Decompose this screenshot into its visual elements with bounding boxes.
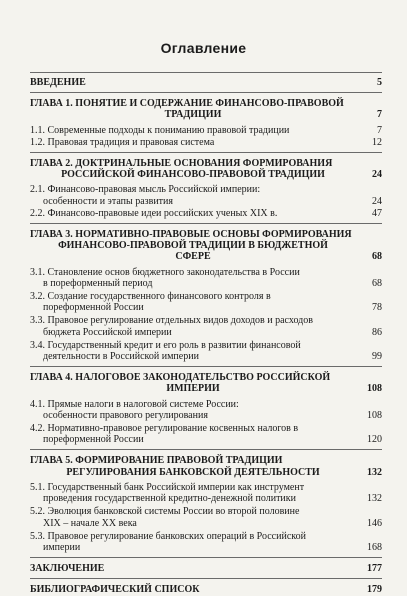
toc-entry-line-2: пореформенной России [43, 302, 144, 314]
toc-page-number: 7 [377, 124, 382, 136]
toc-chapter-entry [30, 372, 382, 394]
toc-entry-title [30, 184, 382, 206]
toc-entry-line-1: 2.2. Финансово-правовые идеи российских ученых XIX в. [30, 207, 278, 219]
toc-page-number: 24 [372, 169, 382, 181]
toc-section-entry [30, 184, 382, 206]
toc-entry-title [30, 455, 382, 477]
toc-entry-line-2: деятельности в Российской империи [43, 351, 199, 363]
toc-entry-line-2: империи [43, 541, 81, 553]
toc-section-entry [30, 482, 382, 504]
toc-page-number: 24 [372, 195, 382, 207]
toc-entry-title [30, 531, 382, 553]
toc-section-entry [30, 291, 382, 313]
toc-entry-line-1: 1.1. Современные подходы к пониманию правовой традиции [30, 124, 290, 136]
toc-entry-line-1: БИБЛИОГРАФИЧЕСКИЙ СПИСОК [30, 584, 200, 596]
toc-entry-title [30, 137, 382, 148]
toc-page-number: 108 [367, 409, 382, 421]
toc-entry-line-1: 3.3. Правовое регулирование отдельных видов доходов и расходов [30, 315, 313, 327]
toc-entry-line-1: 5.1. Государственный банк Российской империи как инструмент [30, 481, 305, 493]
section-divider [30, 92, 382, 93]
toc-entry-line-2: пореформенной России [43, 434, 144, 446]
toc-entry-line-2: ФИНАНСОВО-ПРАВОВОЙ ТРАДИЦИИ В БЮДЖЕТНОЙ [58, 240, 328, 252]
toc-entry-title [30, 208, 382, 219]
toc-entry-title [30, 372, 382, 394]
toc-section-entry [30, 399, 382, 421]
table-of-contents [30, 72, 382, 596]
page-title: Оглавление [160, 40, 247, 56]
toc-entry-title [30, 423, 382, 445]
toc-page-number: 108 [367, 383, 382, 395]
section-divider [30, 449, 382, 450]
toc-section-entry [30, 137, 382, 148]
toc-entry-line-1: 1.2. Правовая традиция и правовая система [30, 136, 215, 148]
section-divider [30, 578, 382, 579]
toc-entry-line-2: ТРАДИЦИИ [164, 109, 222, 121]
toc-entry-title [30, 340, 382, 362]
toc-entry-line-2: ИМПЕРИИ [166, 383, 220, 395]
toc-entry-title [30, 482, 382, 504]
toc-entry-line-1: 4.1. Прямые налоги в налоговой системе России: [30, 398, 239, 410]
toc-page-number: 168 [367, 541, 382, 553]
section-divider [30, 366, 382, 367]
toc-entry-line-2: особенности и этапы развития [43, 195, 173, 207]
toc-entry-line-1: ВВЕДЕНИЕ [30, 77, 86, 88]
toc-page-number: 179 [367, 584, 382, 596]
toc-entry-line-2: в пореформенный период [43, 277, 153, 289]
toc-entry-title [30, 399, 382, 421]
toc-section-entry [30, 423, 382, 445]
toc-entry-line-1: ЗАКЛЮЧЕНИЕ [30, 563, 105, 575]
section-divider [30, 223, 382, 224]
toc-entry-line-1: 5.2. Эволюция банковской системы России во второй половине [30, 506, 300, 518]
toc-chapter-entry [30, 158, 382, 180]
toc-entry-title [30, 158, 382, 180]
section-divider [30, 152, 382, 153]
toc-chapter-entry [30, 229, 382, 263]
toc-section-entry [30, 208, 382, 219]
toc-entry-title [30, 267, 382, 289]
toc-entry-title [30, 98, 382, 120]
toc-entry-line-1: 3.4. Государственный кредит и его роль в развитии финансовой [30, 339, 301, 351]
toc-entry-line-2: XIX – начале XX века [43, 517, 137, 529]
toc-entry-line-1: 4.2. Нормативно-правовое регулирование косвенных налогов в [30, 423, 299, 435]
toc-entry-line-1: 2.1. Финансово-правовая мысль Российской империи: [30, 184, 261, 196]
toc-page-number: 7 [377, 109, 382, 121]
toc-page-number: 86 [372, 326, 382, 338]
toc-entry-line-2: РОССИЙСКОЙ ФИНАНСОВО-ПРАВОВОЙ ТРАДИЦИИ [61, 169, 325, 181]
toc-page-number: 12 [372, 136, 382, 148]
toc-chapter-entry [30, 77, 382, 88]
toc-entry-title [30, 291, 382, 313]
toc-page-number: 5 [377, 77, 382, 88]
toc-chapter-entry [30, 98, 382, 120]
toc-page-number: 132 [367, 493, 382, 505]
toc-page-number: 177 [367, 563, 382, 575]
toc-page-number: 120 [367, 434, 382, 446]
toc-entry-title [30, 315, 382, 337]
toc-entry-title [30, 125, 382, 136]
toc-entry-line-1: ГЛАВА 2. ДОКТРИНАЛЬНЫЕ ОСНОВАНИЯ ФОРМИРОВАНИЯ [30, 158, 333, 170]
toc-section-entry [30, 315, 382, 337]
toc-entry-line-2: бюджета Российской империи [43, 326, 172, 338]
toc-page-number: 99 [372, 351, 382, 363]
toc-section-entry [30, 531, 382, 553]
toc-entry-line-1: ГЛАВА 4. НАЛОГОВОЕ ЗАКОНОДАТЕЛЬСТВО РОССИЙСКОЙ [30, 372, 331, 384]
toc-page-number: 78 [372, 302, 382, 314]
toc-section-entry [30, 267, 382, 289]
toc-entry-line-1: 5.3. Правовое регулирование банковских операций в Российской [30, 530, 306, 542]
toc-entry-line-1: ГЛАВА 1. ПОНЯТИЕ И СОДЕРЖАНИЕ ФИНАНСОВО-ПРАВОВОЙ [30, 98, 344, 110]
toc-page-number: 68 [372, 251, 382, 263]
toc-page-number: 68 [372, 277, 382, 289]
toc-entry-title [30, 506, 382, 528]
toc-entry-title [30, 77, 382, 88]
section-divider [30, 557, 382, 558]
toc-entry-line-1: 3.1. Становление основ бюджетного законодательства в России [30, 266, 300, 278]
toc-page-number: 146 [367, 517, 382, 529]
toc-entry-title [30, 229, 382, 263]
toc-entry-line-1: ГЛАВА 5. ФОРМИРОВАНИЕ ПРАВОВОЙ ТРАДИЦИИ [30, 455, 283, 467]
toc-entry-line-2: РЕГУЛИРОВАНИЯ БАНКОВСКОЙ ДЕЯТЕЛЬНОСТИ [66, 466, 320, 478]
toc-section-entry [30, 125, 382, 136]
toc-section-entry [30, 506, 382, 528]
toc-entry-line-3: СФЕРЕ [175, 251, 211, 263]
toc-chapter-entry [30, 455, 382, 477]
toc-section-entry [30, 340, 382, 362]
toc-chapter-entry [30, 563, 382, 574]
toc-entry-line-2: проведения государственной кредитно-денежной политики [43, 493, 296, 505]
toc-entry-title [30, 563, 382, 574]
toc-page-number: 132 [367, 466, 382, 478]
toc-entry-line-1: 3.2. Создание государственного финансового контроля в [30, 291, 271, 303]
toc-entry-line-2: особенности правового регулирования [43, 409, 208, 421]
toc-page-number: 47 [372, 207, 382, 219]
toc-entry-line-1: ГЛАВА 3. НОРМАТИВНО-ПРАВОВЫЕ ОСНОВЫ ФОРМИРОВАНИЯ [30, 229, 352, 241]
